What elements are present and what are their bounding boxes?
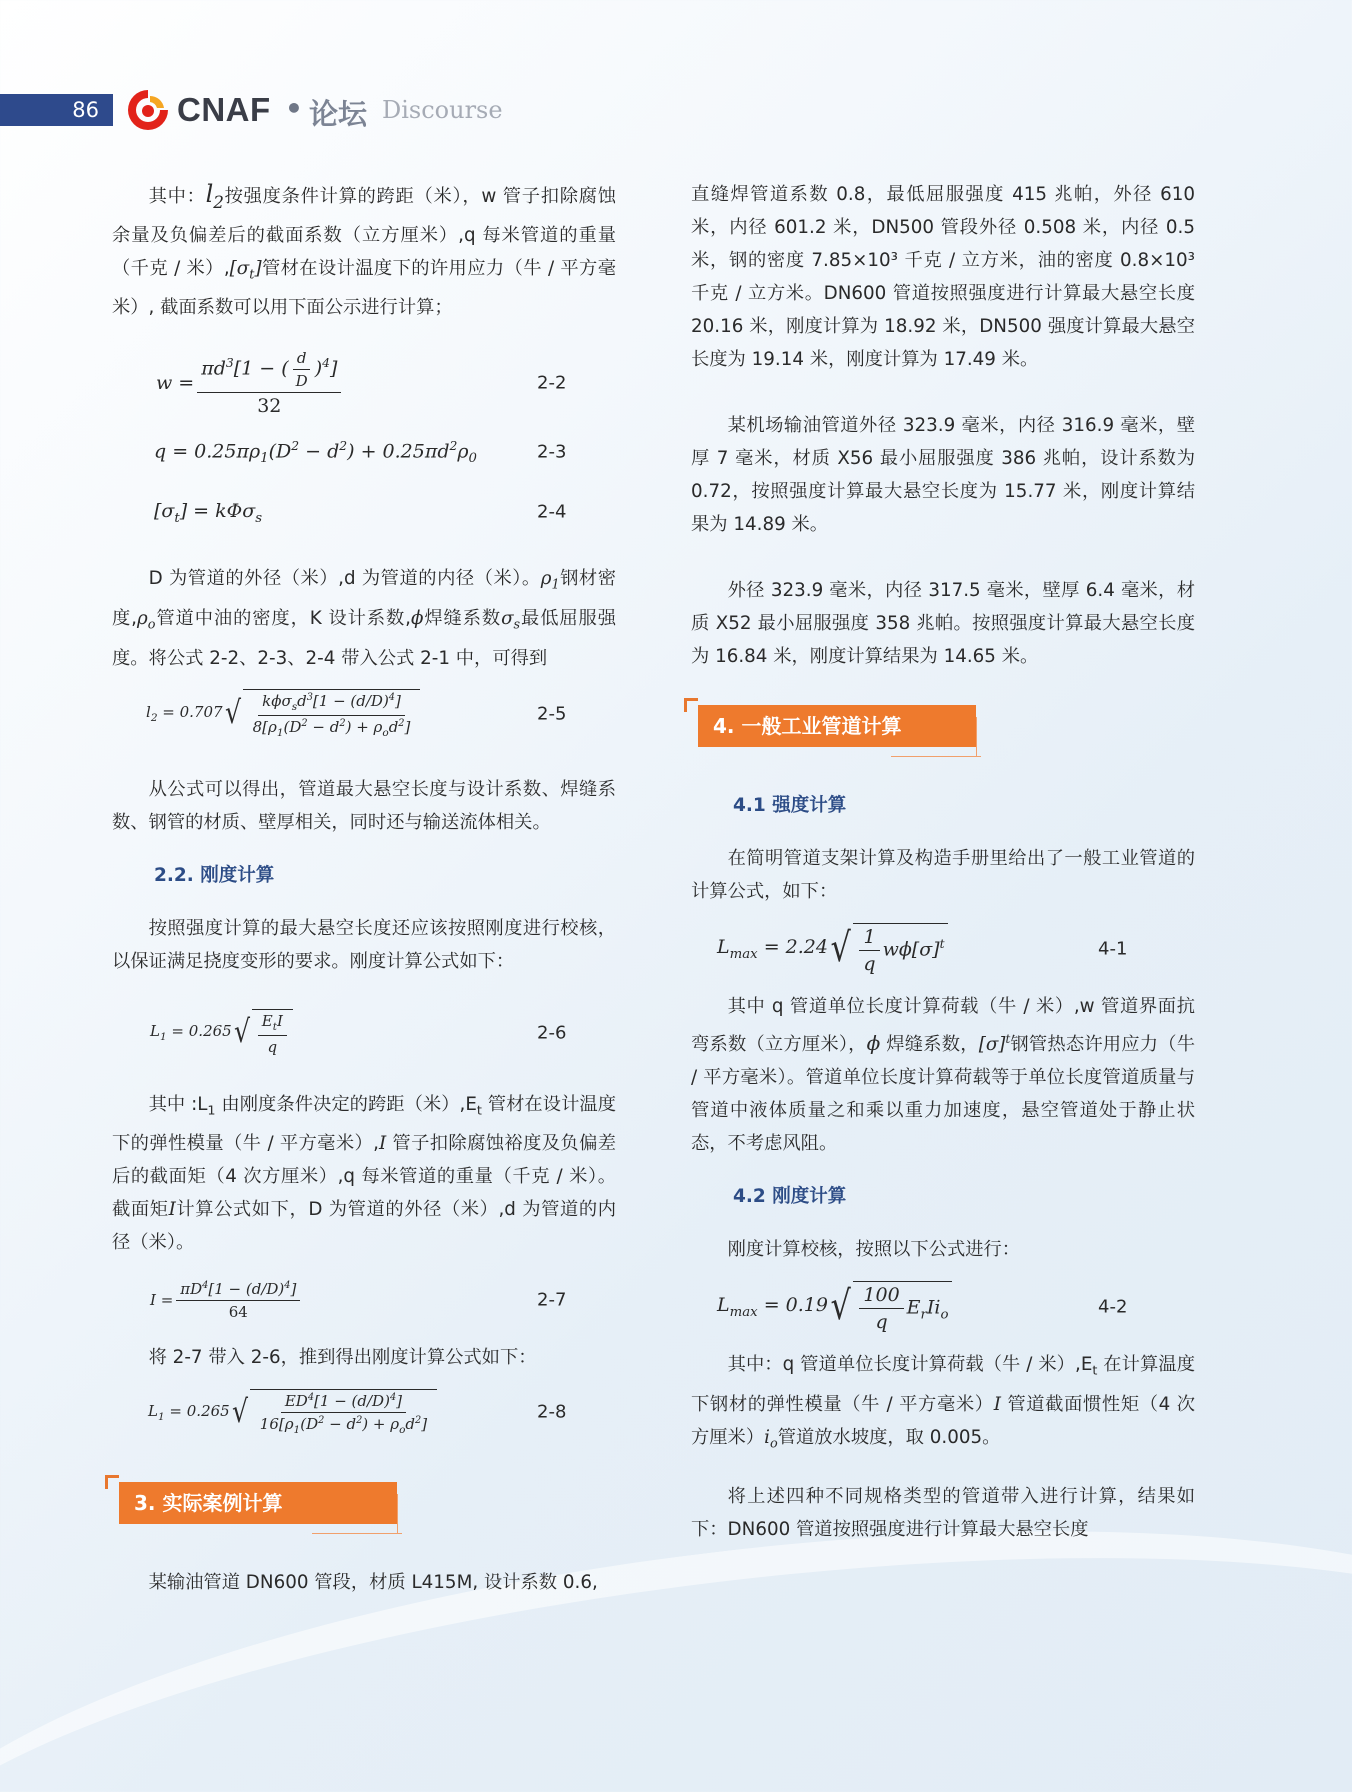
paragraph: D 为管道的外径（米）,d 为管道的内径（米）。$\rho_1$钢材密度$,\rho_o$管道中油的密度，K 设计系数,ϕ焊缝系数$\sigma_s$最低屈服强度。将公式 2-2、2-3、2-4 带入公式 2-1 中，可得到: [112, 568, 617, 669]
subsection-heading: 2.2. 刚度计算: [154, 864, 275, 886]
paragraph: 按照强度计算的最大悬空长度还应该按照刚度进行校核，以保证满足挠度变形的要求。刚度计算公式如下：: [112, 917, 616, 972]
equation-2-7: I = $\frac{\pi D^4[1 - (d/D)^4]}{64}$ 2-7: [150, 1279, 567, 1321]
section-heading-4: 4. 一般工业管道计算: [691, 705, 1195, 757]
paragraph: 直缝焊管道系数 0.8，最低屈服强度 415 兆帕，外径 610 米，内径 601.2 米，DN500 管段外径 0.508 米，内径 0.5 米，钢的密度 7.85×10³ 千克 / 立方米，油的密度 0.8×10³ 千克 / 立方米。DN600 管道按照强度进行计算最大悬空长度 20.16 米，刚度计算为 18.92 米，DN500 强度计算最大悬空长度为 19.14 米，刚度计算为 17.49 米。: [691, 184, 1195, 370]
section-name-cn: 论坛: [309, 97, 368, 131]
paragraph: 外径 323.9 毫米，内径 317.5 毫米，壁厚 6.4 毫米，材质 X52 最小屈服强度 358 兆帕。按照强度计算最大悬空长度为 16.84 米，刚度计算结果为 14.65 米。: [691, 580, 1195, 667]
paragraph: 将 2-7 带入 2-6，推到得出刚度计算公式如下：: [148, 1347, 537, 1369]
brand-name: CNAF: [177, 91, 271, 128]
section-name-en: Discourse: [382, 96, 503, 124]
equation-2-5: $l_2 = 0.707$ √ $\frac{k\phi\sigma_sd^3[1 - (d/D)^4]}{8[\rho_1(D^2 - d^2) + \rho_od^2]}$ 2-5: [112, 675, 616, 753]
equation-4-2: $L_{max} = 0.19$ √ $\frac{100}{q}$ $E_rIi_o$ 4-2: [691, 1266, 1195, 1348]
equation-2-3: $q = 0.25\pi\rho_1(D^2 - d^2) + 0.25\pi d^2\rho_0$ 2-3: [154, 438, 567, 467]
subsection-heading: 4.1 强度计算: [733, 795, 847, 816]
paragraph: 从公式可以得出，管道最大悬空长度与设计系数、焊缝系数、钢管的材质、壁厚相关，同时还与输送流体相关。: [112, 778, 616, 833]
page-header: [0, 91, 560, 131]
right-column: [691, 178, 1195, 1546]
equation-2-4: $[\sigma_t] = k\Phi\sigma_s$ 2-4: [154, 499, 567, 526]
section-heading-3: 3. 实际案例计算: [112, 1482, 616, 1534]
paragraph: 其中 q 管道单位长度计算荷载（牛 / 米）,w 管道界面抗弯系数（立方厘米），ϕ 焊缝系数，$[\sigma]^t$钢管热态许用应力（牛 / 平方毫米）。管道单位长度计算荷载等于单位长度管道质量与管道中液体质量之和乘以重力加速度，悬空管道处于静止状态，不考虑风阻。: [691, 996, 1196, 1155]
paragraph: 其中 $:L_1$ 由刚度条件决定的跨距（米）$,E_t$ 管材在设计温度下的弹性模量（牛 / 平方毫米）,I 管子扣除腐蚀裕度及负偏差后的截面矩（4 次方厘米）,q 每米管道的重量（千克 / 米）。截面矩I计算公式如下，D 为管道的外径（米）,d 为管道的内径（米）。: [112, 1093, 617, 1254]
equation-2-8: $L_1 = 0.265$ √ $\frac{ED^4[1 - (d/D)^4]}{16[\rho_1(D^2 - d^2) + \rho_od^2]}$ 2-8: [112, 1374, 616, 1450]
paragraph: 其中：$l_2$按强度条件计算的跨距（米），w 管子扣除腐蚀余量及负偏差后的截面系数（立方厘米）,q 每米管道的重量（千克 / 米）$,[\sigma_t]$管材在设计温度下的许用应力（牛 / 平方毫米）, 截面系数可以用下面公示进行计算；: [112, 180, 617, 319]
equation-2-2: w = $\pi d^3[1$ − ( $\frac{d}{D}$ )$^4$] 32 2-2: [156, 349, 567, 418]
paragraph: 其中：q 管道单位长度计算荷载（牛 / 米）$,E_t$ 在计算温度下钢材的弹性模量（牛 / 平方毫米）I 管道截面惯性矩（4 次方厘米）$i_o$管道放水坡度，取 0.005。: [691, 1354, 1196, 1452]
paragraph: 将上述四种不同规格类型的管道带入进行计算，结果如下：DN600 管道按照强度进行计算最大悬空长度: [691, 1486, 1195, 1541]
paragraph: 在简明管道支架计算及构造手册里给出了一般工业管道的计算公式，如下：: [691, 848, 1195, 902]
paragraph: 某输油管道 DN600 管段，材质 L415M, 设计系数 0.6,: [148, 1572, 598, 1594]
left-column: [112, 178, 616, 1599]
brand-separator: •: [285, 92, 303, 125]
paragraph: 某机场输油管道外径 323.9 毫米，内径 316.9 毫米，壁厚 7 毫米，材质 X56 最小屈服强度 386 兆帕，设计系数为 0.72，按照强度计算最大悬空长度为 15.77 米，刚度计算结果为 14.89 米。: [691, 415, 1195, 535]
cnaf-logo-icon: [124, 88, 172, 132]
equation-4-1: $L_{max} = 2.24$ √ $\frac{1}{q}$ $w\phi[\sigma]^t$ 4-1: [691, 908, 1195, 990]
equation-2-6: $L_1 = 0.265$ √ $\frac{E_tI}{q}$ 2-6: [112, 998, 616, 1068]
page-number: 86: [0, 94, 113, 126]
subsection-heading: 4.2 刚度计算: [733, 1186, 847, 1208]
paragraph: 刚度计算校核，按照以下公式进行：: [727, 1239, 1021, 1261]
